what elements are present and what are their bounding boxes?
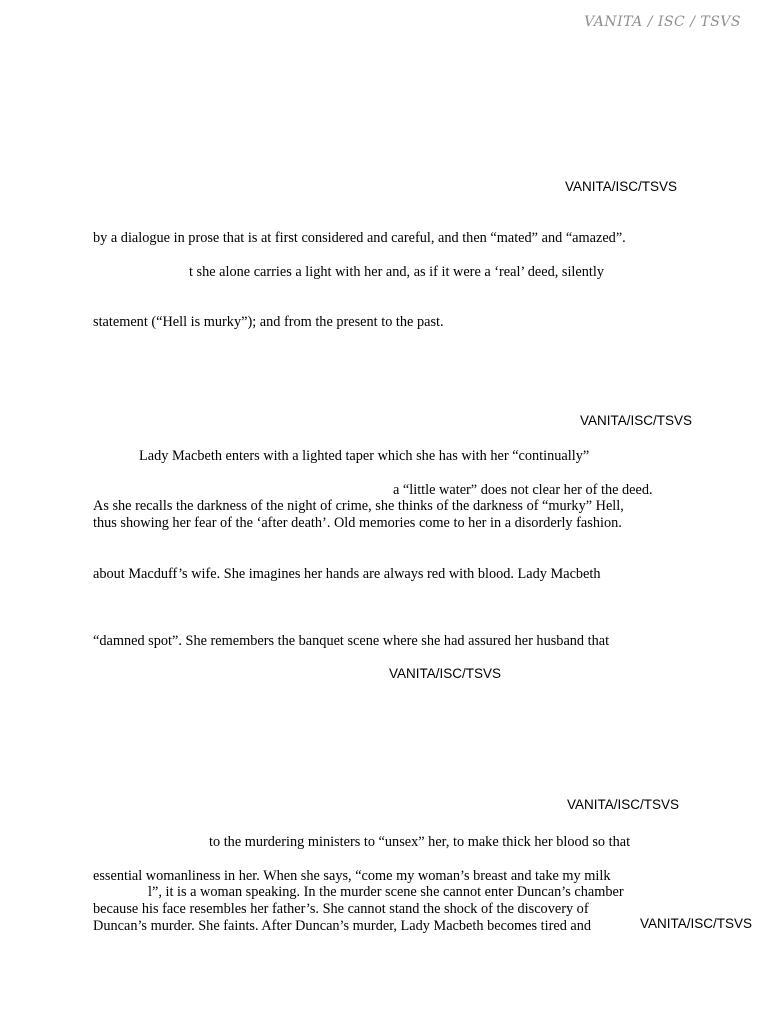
text-line: about Macduff’s wife. She imagines her hands are always red with blood. Lady Macbeth	[93, 566, 601, 582]
header-watermark: VANITA / ISC / TSVS	[584, 14, 741, 30]
text-line: As she recalls the darkness of the night of crime, she thinks of the darkness of “murky” Hell,	[93, 498, 624, 514]
text-line: to the murdering ministers to “unsex” her, to make thick her blood so that	[209, 834, 631, 850]
text-line: t she alone carries a light with her and, as if it were a ‘real’ deed, silently	[189, 264, 604, 280]
text-line: thus showing her fear of the ‘after death’. Old memories come to her in a disorderly fashion.	[93, 515, 622, 531]
text-line: statement (“Hell is murky”); and from the present to the past.	[93, 314, 444, 330]
watermark-text: VANITA/ISC/TSVS	[580, 413, 693, 428]
text-line: Lady Macbeth enters with a lighted taper which she has with her “continually”	[139, 448, 590, 464]
text-line: Duncan’s murder. She faints. After Duncan’s murder, Lady Macbeth becomes tired and	[93, 918, 592, 934]
text-line: a “little water” does not clear her of the deed.	[393, 482, 653, 498]
watermark-text: VANITA/ISC/TSVS	[640, 916, 753, 931]
watermark-text: VANITA/ISC/TSVS	[389, 666, 502, 681]
text-line: l”, it is a woman speaking. In the murder scene she cannot enter Duncan’s chamber	[148, 884, 624, 900]
text-line: by a dialogue in prose that is at first considered and careful, and then “mated” and “amazed”.	[93, 230, 626, 246]
watermark-text: VANITA/ISC/TSVS	[565, 179, 678, 194]
text-line: “damned spot”. She remembers the banquet scene where she had assured her husband that	[93, 633, 610, 649]
text-line: essential womanliness in her. When she says, “come my woman’s breast and take my milk	[93, 868, 611, 884]
watermark-text: VANITA/ISC/TSVS	[567, 797, 680, 812]
text-line: because his face resembles her father’s. She cannot stand the shock of the discovery of	[93, 901, 589, 917]
